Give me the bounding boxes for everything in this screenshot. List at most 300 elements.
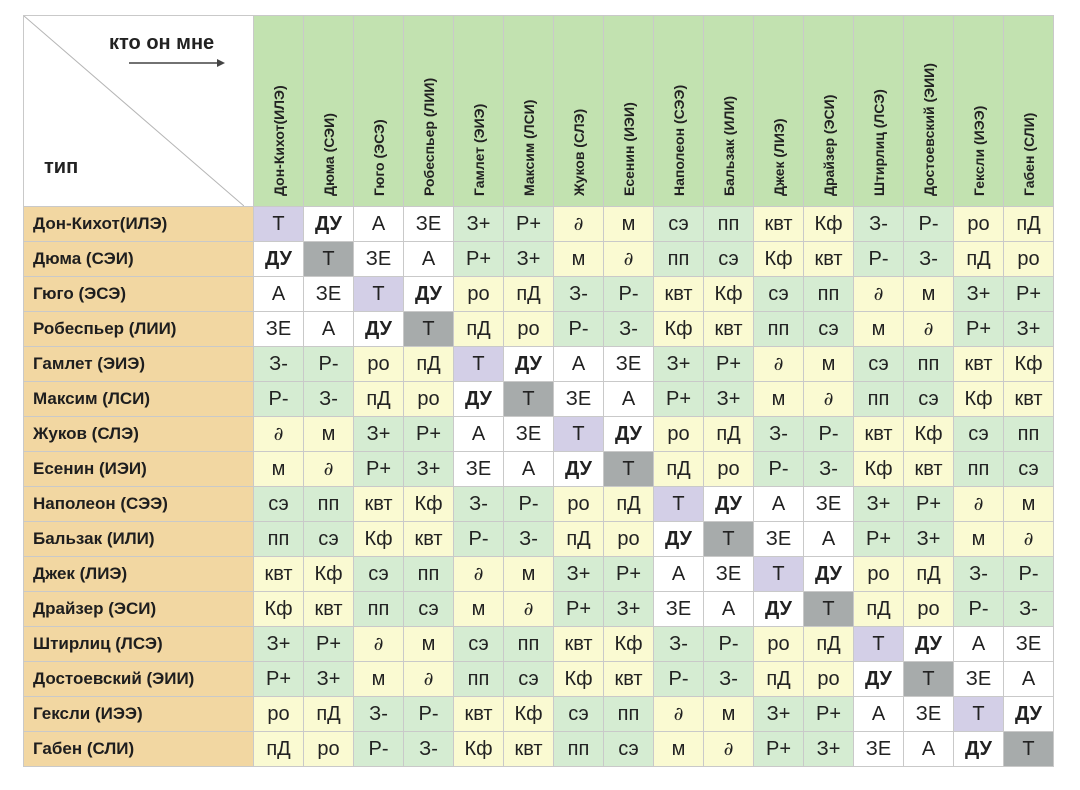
- relation-cell: ДУ: [804, 557, 854, 592]
- relation-cell: сэ: [354, 557, 404, 592]
- relation-cell: ро: [954, 207, 1004, 242]
- relation-cell: З+: [354, 417, 404, 452]
- relation-cell: Т: [354, 277, 404, 312]
- column-header-label: Достоевский (ЭИИ): [920, 63, 937, 196]
- column-header: [254, 16, 304, 207]
- relation-cell: Р-: [504, 487, 554, 522]
- table-row: [24, 382, 1054, 417]
- relation-cell: ∂: [754, 347, 804, 382]
- relation-cell: ЗЕ: [654, 592, 704, 627]
- relation-cell: пп: [604, 697, 654, 732]
- relation-cell: ро: [804, 662, 854, 697]
- row-header-label: Есенин (ИЭИ): [24, 452, 254, 487]
- column-header: [854, 16, 904, 207]
- relation-cell: сэ: [554, 697, 604, 732]
- relation-cell: ЗЕ: [304, 277, 354, 312]
- column-header-label: Габен (СЛИ): [1020, 112, 1037, 196]
- relation-cell: Кф: [754, 242, 804, 277]
- table-row: [24, 732, 1054, 767]
- relation-cell: ∂: [1004, 522, 1054, 557]
- relation-cell: А: [854, 697, 904, 732]
- relation-cell: А: [454, 417, 504, 452]
- relation-cell: сэ: [904, 382, 954, 417]
- row-header-label: Жуков (СЛЭ): [24, 417, 254, 452]
- relation-cell: З+: [304, 662, 354, 697]
- relation-cell: ЗЕ: [804, 487, 854, 522]
- relation-cell: З-: [904, 242, 954, 277]
- relation-cell: пп: [504, 627, 554, 662]
- relation-cell: пп: [654, 242, 704, 277]
- relation-cell: квт: [254, 557, 304, 592]
- relation-cell: Р+: [604, 557, 654, 592]
- relation-cell: ЗЕ: [704, 557, 754, 592]
- relation-cell: сэ: [804, 312, 854, 347]
- relation-cell: ДУ: [504, 347, 554, 382]
- relation-cell: Р-: [304, 347, 354, 382]
- relation-cell: пп: [454, 662, 504, 697]
- relation-cell: Т: [804, 592, 854, 627]
- row-header-label: Максим (ЛСИ): [24, 382, 254, 417]
- column-header: [804, 16, 854, 207]
- relation-cell: ∂: [704, 732, 754, 767]
- relation-cell: Р+: [654, 382, 704, 417]
- relation-cell: Кф: [254, 592, 304, 627]
- relation-cell: Кф: [954, 382, 1004, 417]
- relation-cell: ро: [704, 452, 754, 487]
- relation-cell: Р-: [654, 662, 704, 697]
- relation-cell: З-: [454, 487, 504, 522]
- row-header-label: Дюма (СЭИ): [24, 242, 254, 277]
- relation-cell: ЗЕ: [254, 312, 304, 347]
- relation-cell: Т: [654, 487, 704, 522]
- relation-cell: квт: [804, 242, 854, 277]
- relation-cell: квт: [554, 627, 604, 662]
- table-row: [24, 662, 1054, 697]
- column-header: [704, 16, 754, 207]
- relation-cell: Т: [504, 382, 554, 417]
- relation-cell: м: [904, 277, 954, 312]
- relation-cell: ∂: [304, 452, 354, 487]
- table-row: [24, 592, 1054, 627]
- relation-cell: Кф: [504, 697, 554, 732]
- column-header-row: [24, 16, 1054, 207]
- relation-cell: м: [354, 662, 404, 697]
- relation-cell: сэ: [854, 347, 904, 382]
- relation-cell: ро: [854, 557, 904, 592]
- relation-cell: Кф: [354, 522, 404, 557]
- relation-cell: Кф: [404, 487, 454, 522]
- intertype-relations-table: [23, 15, 1054, 767]
- row-header-label: Гамлет (ЭИЭ): [24, 347, 254, 382]
- relation-cell: м: [704, 697, 754, 732]
- row-header-label: Драйзер (ЭСИ): [24, 592, 254, 627]
- table-row: [24, 242, 1054, 277]
- relation-cell: З-: [404, 732, 454, 767]
- relation-cell: м: [254, 452, 304, 487]
- relation-cell: З-: [704, 662, 754, 697]
- relation-cell: пп: [304, 487, 354, 522]
- table-row: [24, 417, 1054, 452]
- column-header-label: Гамлет (ЭИЭ): [470, 103, 487, 196]
- relation-cell: З-: [1004, 592, 1054, 627]
- relation-cell: Р+: [504, 207, 554, 242]
- relation-cell: квт: [954, 347, 1004, 382]
- relation-cell: З+: [754, 697, 804, 732]
- relation-cell: м: [754, 382, 804, 417]
- relation-cell: ЗЕ: [604, 347, 654, 382]
- relation-cell: Т: [604, 452, 654, 487]
- table-row: [24, 452, 1054, 487]
- relation-cell: квт: [504, 732, 554, 767]
- relation-cell: ∂: [904, 312, 954, 347]
- relation-cell: Т: [254, 207, 304, 242]
- column-header: [354, 16, 404, 207]
- column-header: [404, 16, 454, 207]
- table-row: [24, 627, 1054, 662]
- relation-cell: квт: [304, 592, 354, 627]
- column-header-label: Жуков (СЛЭ): [570, 108, 587, 196]
- relation-cell: Р-: [1004, 557, 1054, 592]
- relation-cell: З-: [304, 382, 354, 417]
- relation-cell: ∂: [954, 487, 1004, 522]
- relation-cell: ДУ: [304, 207, 354, 242]
- relation-cell: ДУ: [904, 627, 954, 662]
- row-header-label: Штирлиц (ЛСЭ): [24, 627, 254, 662]
- relation-cell: З-: [954, 557, 1004, 592]
- column-header-label: Робеспьер (ЛИИ): [420, 77, 437, 196]
- relation-cell: ро: [454, 277, 504, 312]
- relation-cell: квт: [354, 487, 404, 522]
- relation-cell: ро: [904, 592, 954, 627]
- table-row: [24, 277, 1054, 312]
- relation-cell: ро: [254, 697, 304, 732]
- relation-cell: ЗЕ: [954, 662, 1004, 697]
- relation-cell: пп: [404, 557, 454, 592]
- relation-cell: пД: [504, 277, 554, 312]
- relation-cell: ∂: [804, 382, 854, 417]
- relation-cell: З+: [404, 452, 454, 487]
- relation-cell: пД: [554, 522, 604, 557]
- relation-cell: пп: [254, 522, 304, 557]
- relation-cell: пД: [304, 697, 354, 732]
- relation-cell: Р+: [854, 522, 904, 557]
- relation-cell: Т: [454, 347, 504, 382]
- relation-cell: Р+: [704, 347, 754, 382]
- relation-cell: Т: [404, 312, 454, 347]
- relation-cell: сэ: [304, 522, 354, 557]
- relation-cell: ЗЕ: [504, 417, 554, 452]
- relation-cell: пп: [954, 452, 1004, 487]
- relation-cell: Т: [704, 522, 754, 557]
- relation-cell: ∂: [404, 662, 454, 697]
- relation-cell: квт: [454, 697, 504, 732]
- relation-cell: З+: [604, 592, 654, 627]
- column-header-label: Штирлиц (ЛСЭ): [870, 89, 887, 196]
- column-header-label: Дюма (СЭИ): [320, 113, 337, 196]
- relation-cell: ДУ: [554, 452, 604, 487]
- relation-cell: сэ: [654, 207, 704, 242]
- relation-cell: Кф: [904, 417, 954, 452]
- relation-cell: квт: [854, 417, 904, 452]
- relation-cell: Р-: [354, 732, 404, 767]
- relation-cell: А: [904, 732, 954, 767]
- relation-cell: ДУ: [704, 487, 754, 522]
- table-row: [24, 557, 1054, 592]
- relation-cell: Р-: [554, 312, 604, 347]
- relation-cell: З-: [254, 347, 304, 382]
- kto-on-mne-label: кто он мне: [109, 32, 215, 54]
- relation-cell: З-: [604, 312, 654, 347]
- relation-cell: З-: [554, 277, 604, 312]
- relation-cell: ∂: [354, 627, 404, 662]
- relation-cell: З-: [654, 627, 704, 662]
- relation-cell: З-: [504, 522, 554, 557]
- relation-cell: ДУ: [754, 592, 804, 627]
- relation-cell: ∂: [554, 207, 604, 242]
- column-header-label: Бальзак (ИЛИ): [720, 95, 737, 196]
- relation-cell: А: [754, 487, 804, 522]
- relation-cell: Р-: [704, 627, 754, 662]
- relation-cell: Т: [854, 627, 904, 662]
- relation-cell: ро: [404, 382, 454, 417]
- relation-cell: м: [804, 347, 854, 382]
- relation-cell: пп: [554, 732, 604, 767]
- relation-cell: пД: [1004, 207, 1054, 242]
- relation-cell: ро: [604, 522, 654, 557]
- relation-cell: З-: [804, 452, 854, 487]
- relation-cell: Кф: [454, 732, 504, 767]
- column-header-label: Максим (ЛСИ): [520, 99, 537, 196]
- relation-cell: ДУ: [654, 522, 704, 557]
- column-header: [454, 16, 504, 207]
- relation-cell: пД: [854, 592, 904, 627]
- relation-cell: Р+: [904, 487, 954, 522]
- column-header: [304, 16, 354, 207]
- relation-cell: пп: [1004, 417, 1054, 452]
- relation-cell: ДУ: [254, 242, 304, 277]
- column-header: [754, 16, 804, 207]
- relation-cell: А: [954, 627, 1004, 662]
- relation-cell: З-: [754, 417, 804, 452]
- column-header: [904, 16, 954, 207]
- relation-cell: Т: [1004, 732, 1054, 767]
- relation-cell: пп: [354, 592, 404, 627]
- relation-cell: пД: [704, 417, 754, 452]
- relation-cell: пД: [354, 382, 404, 417]
- relation-cell: Р+: [404, 417, 454, 452]
- relation-cell: А: [404, 242, 454, 277]
- row-header-label: Гюго (ЭСЭ): [24, 277, 254, 312]
- relation-cell: пп: [754, 312, 804, 347]
- relation-cell: З+: [954, 277, 1004, 312]
- relation-cell: квт: [404, 522, 454, 557]
- column-header-label: Гюго (ЭСЭ): [370, 119, 387, 196]
- relation-cell: З-: [854, 207, 904, 242]
- column-header-label: Джек (ЛИЭ): [770, 118, 787, 196]
- relation-cell: сэ: [254, 487, 304, 522]
- relation-cell: сэ: [704, 242, 754, 277]
- relation-cell: сэ: [404, 592, 454, 627]
- column-header: [654, 16, 704, 207]
- relation-cell: сэ: [754, 277, 804, 312]
- relation-cell: м: [504, 557, 554, 592]
- relation-cell: квт: [904, 452, 954, 487]
- relation-cell: ∂: [254, 417, 304, 452]
- relation-cell: Т: [904, 662, 954, 697]
- relation-cell: А: [554, 347, 604, 382]
- relation-cell: пп: [704, 207, 754, 242]
- relation-cell: З+: [1004, 312, 1054, 347]
- relation-cell: пп: [904, 347, 954, 382]
- relation-cell: Кф: [1004, 347, 1054, 382]
- relation-cell: ∂: [654, 697, 704, 732]
- relation-cell: ЗЕ: [454, 452, 504, 487]
- relation-cell: Р+: [304, 627, 354, 662]
- table-row: [24, 347, 1054, 382]
- column-header: [504, 16, 554, 207]
- relation-cell: сэ: [954, 417, 1004, 452]
- relation-cell: ЗЕ: [354, 242, 404, 277]
- relation-cell: м: [454, 592, 504, 627]
- relation-cell: квт: [754, 207, 804, 242]
- relation-cell: А: [1004, 662, 1054, 697]
- relation-cell: Кф: [704, 277, 754, 312]
- relation-cell: Кф: [304, 557, 354, 592]
- relation-cell: м: [954, 522, 1004, 557]
- relation-cell: Т: [954, 697, 1004, 732]
- relation-cell: квт: [654, 277, 704, 312]
- relation-cell: А: [604, 382, 654, 417]
- row-header-label: Гексли (ИЭЭ): [24, 697, 254, 732]
- relation-cell: Р+: [254, 662, 304, 697]
- relation-cell: Кф: [654, 312, 704, 347]
- relation-cell: З+: [454, 207, 504, 242]
- relation-cell: Р+: [754, 732, 804, 767]
- arrow-right-icon: [217, 59, 225, 67]
- column-header-label: Дон-Кихот(ИЛЭ): [270, 85, 287, 196]
- relation-cell: А: [804, 522, 854, 557]
- relation-cell: квт: [1004, 382, 1054, 417]
- relation-cell: ДУ: [604, 417, 654, 452]
- relation-cell: ро: [304, 732, 354, 767]
- row-header-label: Робеспьер (ЛИИ): [24, 312, 254, 347]
- relation-cell: м: [554, 242, 604, 277]
- relation-cell: ∂: [454, 557, 504, 592]
- relations-table-wrapper: [23, 15, 1054, 767]
- relation-cell: пД: [654, 452, 704, 487]
- table-row: [24, 207, 1054, 242]
- table-body: [24, 207, 1054, 767]
- relation-cell: Р+: [954, 312, 1004, 347]
- relation-cell: м: [654, 732, 704, 767]
- relation-cell: ДУ: [354, 312, 404, 347]
- relation-cell: ДУ: [854, 662, 904, 697]
- relation-cell: пД: [254, 732, 304, 767]
- relation-cell: ∂: [504, 592, 554, 627]
- relation-cell: пД: [754, 662, 804, 697]
- relation-cell: З+: [254, 627, 304, 662]
- relation-cell: сэ: [504, 662, 554, 697]
- relation-cell: Р+: [554, 592, 604, 627]
- relation-cell: Кф: [554, 662, 604, 697]
- table-row: [24, 487, 1054, 522]
- relation-cell: ДУ: [454, 382, 504, 417]
- relation-cell: квт: [704, 312, 754, 347]
- relation-cell: А: [704, 592, 754, 627]
- relation-cell: Р-: [804, 417, 854, 452]
- row-header-label: Габен (СЛИ): [24, 732, 254, 767]
- row-header-label: Дон-Кихот(ИЛЭ): [24, 207, 254, 242]
- relation-cell: квт: [604, 662, 654, 697]
- column-header: [1004, 16, 1054, 207]
- relation-cell: пД: [404, 347, 454, 382]
- relation-cell: ро: [654, 417, 704, 452]
- relation-cell: Р-: [954, 592, 1004, 627]
- relation-cell: А: [254, 277, 304, 312]
- relation-cell: м: [604, 207, 654, 242]
- relation-cell: Кф: [804, 207, 854, 242]
- row-header-label: Достоевский (ЭИИ): [24, 662, 254, 697]
- relation-cell: Р-: [604, 277, 654, 312]
- relation-cell: Р-: [904, 207, 954, 242]
- row-header-label: Наполеон (СЭЭ): [24, 487, 254, 522]
- relation-cell: Т: [304, 242, 354, 277]
- corner-header: [24, 16, 254, 207]
- relation-cell: А: [304, 312, 354, 347]
- relation-cell: м: [304, 417, 354, 452]
- column-header-label: Наполеон (СЭЭ): [670, 84, 687, 196]
- relation-cell: Кф: [854, 452, 904, 487]
- relation-cell: м: [1004, 487, 1054, 522]
- table-row: [24, 697, 1054, 732]
- relation-cell: Р-: [254, 382, 304, 417]
- relation-cell: ро: [754, 627, 804, 662]
- relation-cell: ∂: [604, 242, 654, 277]
- relation-cell: Р+: [454, 242, 504, 277]
- relation-cell: З-: [354, 697, 404, 732]
- relation-cell: пД: [604, 487, 654, 522]
- relation-cell: Кф: [604, 627, 654, 662]
- relation-cell: ∂: [854, 277, 904, 312]
- relation-cell: З+: [654, 347, 704, 382]
- column-header-label: Гексли (ИЭЭ): [970, 105, 987, 196]
- relation-cell: Р-: [454, 522, 504, 557]
- relation-cell: пД: [904, 557, 954, 592]
- relation-cell: А: [654, 557, 704, 592]
- table-row: [24, 522, 1054, 557]
- relation-cell: Р-: [754, 452, 804, 487]
- relation-cell: пД: [954, 242, 1004, 277]
- relation-cell: ДУ: [954, 732, 1004, 767]
- relation-cell: Т: [754, 557, 804, 592]
- relation-cell: З+: [554, 557, 604, 592]
- relation-cell: ДУ: [1004, 697, 1054, 732]
- column-header: [554, 16, 604, 207]
- relation-cell: м: [404, 627, 454, 662]
- column-header-label: Драйзер (ЭСИ): [820, 94, 837, 196]
- relation-cell: ЗЕ: [404, 207, 454, 242]
- relation-cell: пД: [804, 627, 854, 662]
- relation-cell: Р+: [1004, 277, 1054, 312]
- column-header: [604, 16, 654, 207]
- relation-cell: сэ: [604, 732, 654, 767]
- relation-cell: ЗЕ: [554, 382, 604, 417]
- relation-cell: Р+: [804, 697, 854, 732]
- relation-cell: сэ: [454, 627, 504, 662]
- row-header-label: Бальзак (ИЛИ): [24, 522, 254, 557]
- relation-cell: З+: [904, 522, 954, 557]
- relation-cell: А: [504, 452, 554, 487]
